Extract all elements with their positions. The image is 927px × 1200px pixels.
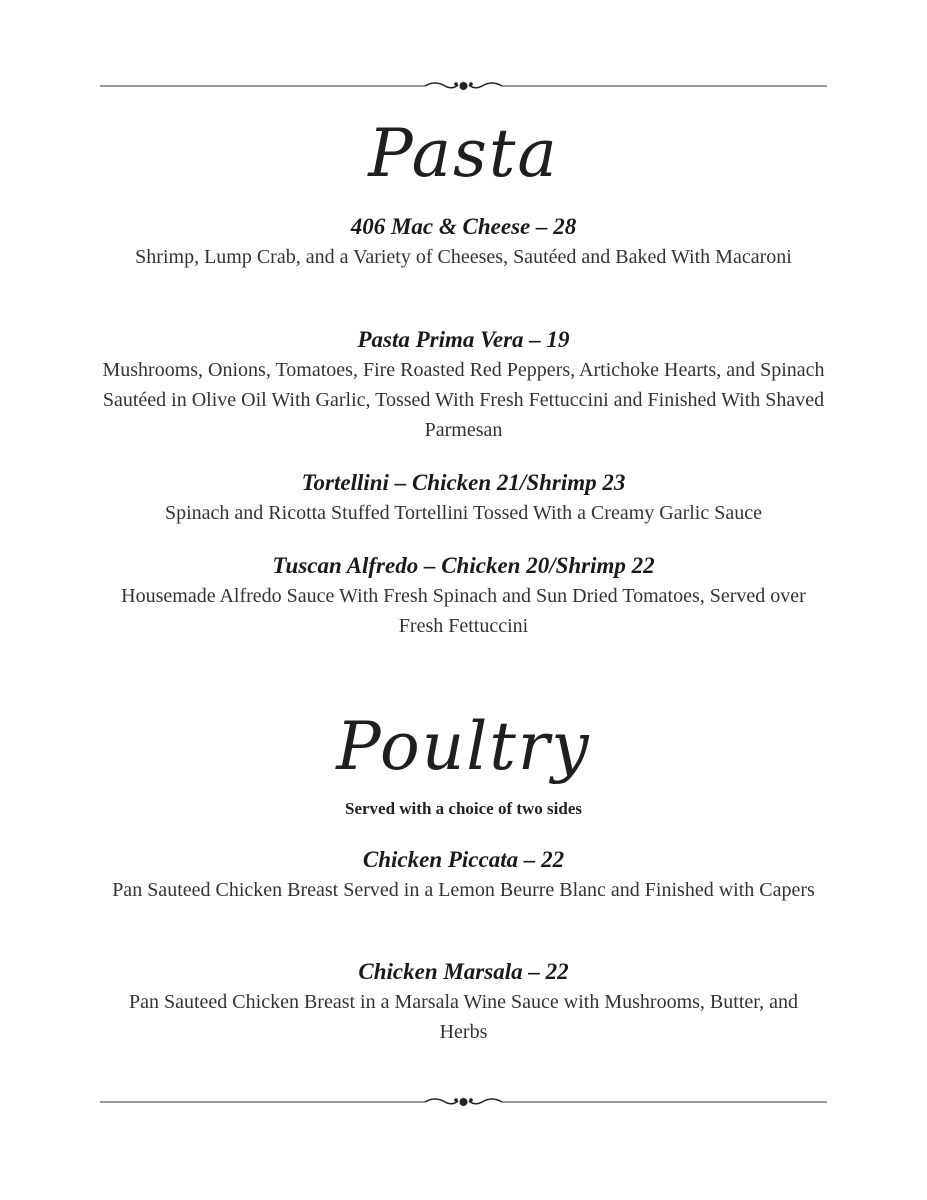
item-name: Tortellini – Chicken 21/Shrimp 23 xyxy=(301,470,626,495)
item-name: Pasta Prima Vera – 19 xyxy=(357,327,570,352)
poultry-sides-note: Served with a choice of two sides xyxy=(344,799,583,818)
item-description: Housemade Alfredo Sauce With Fresh Spinach and Sun Dried Tomatoes, Served over Fresh Fettuccini xyxy=(121,585,806,637)
flourish-icon xyxy=(100,76,827,96)
bottom-ornament-divider xyxy=(100,1092,827,1112)
item-name: Chicken Marsala – 22 xyxy=(358,959,569,984)
menu-item-chicken-marsala xyxy=(80,957,847,1047)
menu-item-pasta-prima-vera xyxy=(80,325,847,445)
item-name: 406 Mac & Cheese – 28 xyxy=(350,214,577,239)
menu-item-mac-cheese xyxy=(80,212,847,272)
flourish-icon xyxy=(100,1092,827,1112)
item-description: Shrimp, Lump Crab, and a Variety of Cheeses, Sautéed and Baked With Macaroni xyxy=(135,246,792,268)
item-description: Spinach and Ricotta Stuffed Tortellini Tossed With a Creamy Garlic Sauce xyxy=(164,502,762,524)
poultry-section-title: Poultry xyxy=(336,708,591,785)
top-ornament-divider xyxy=(100,76,827,96)
menu-item-tortellini xyxy=(80,468,847,528)
item-name: Chicken Piccata – 22 xyxy=(362,847,565,872)
item-description: Mushrooms, Onions, Tomatoes, Fire Roasted Red Peppers, Artichoke Hearts, and Spinach Sautéed in Olive Oil With Garlic, Tossed With Fresh Fettuccini and Finished With Shaved Parmesan xyxy=(102,359,825,441)
item-name: Tuscan Alfredo – Chicken 20/Shrimp 22 xyxy=(272,553,655,578)
item-description: Pan Sauteed Chicken Breast in a Marsala Wine Sauce with Mushrooms, Butter, and Herbs xyxy=(129,991,798,1043)
item-description: Pan Sauteed Chicken Breast Served in a Lemon Beurre Blanc and Finished with Capers xyxy=(112,879,815,901)
menu-item-chicken-piccata xyxy=(80,845,847,905)
pasta-section-title: Pasta xyxy=(368,115,559,192)
menu-item-tuscan-alfredo xyxy=(80,551,847,641)
